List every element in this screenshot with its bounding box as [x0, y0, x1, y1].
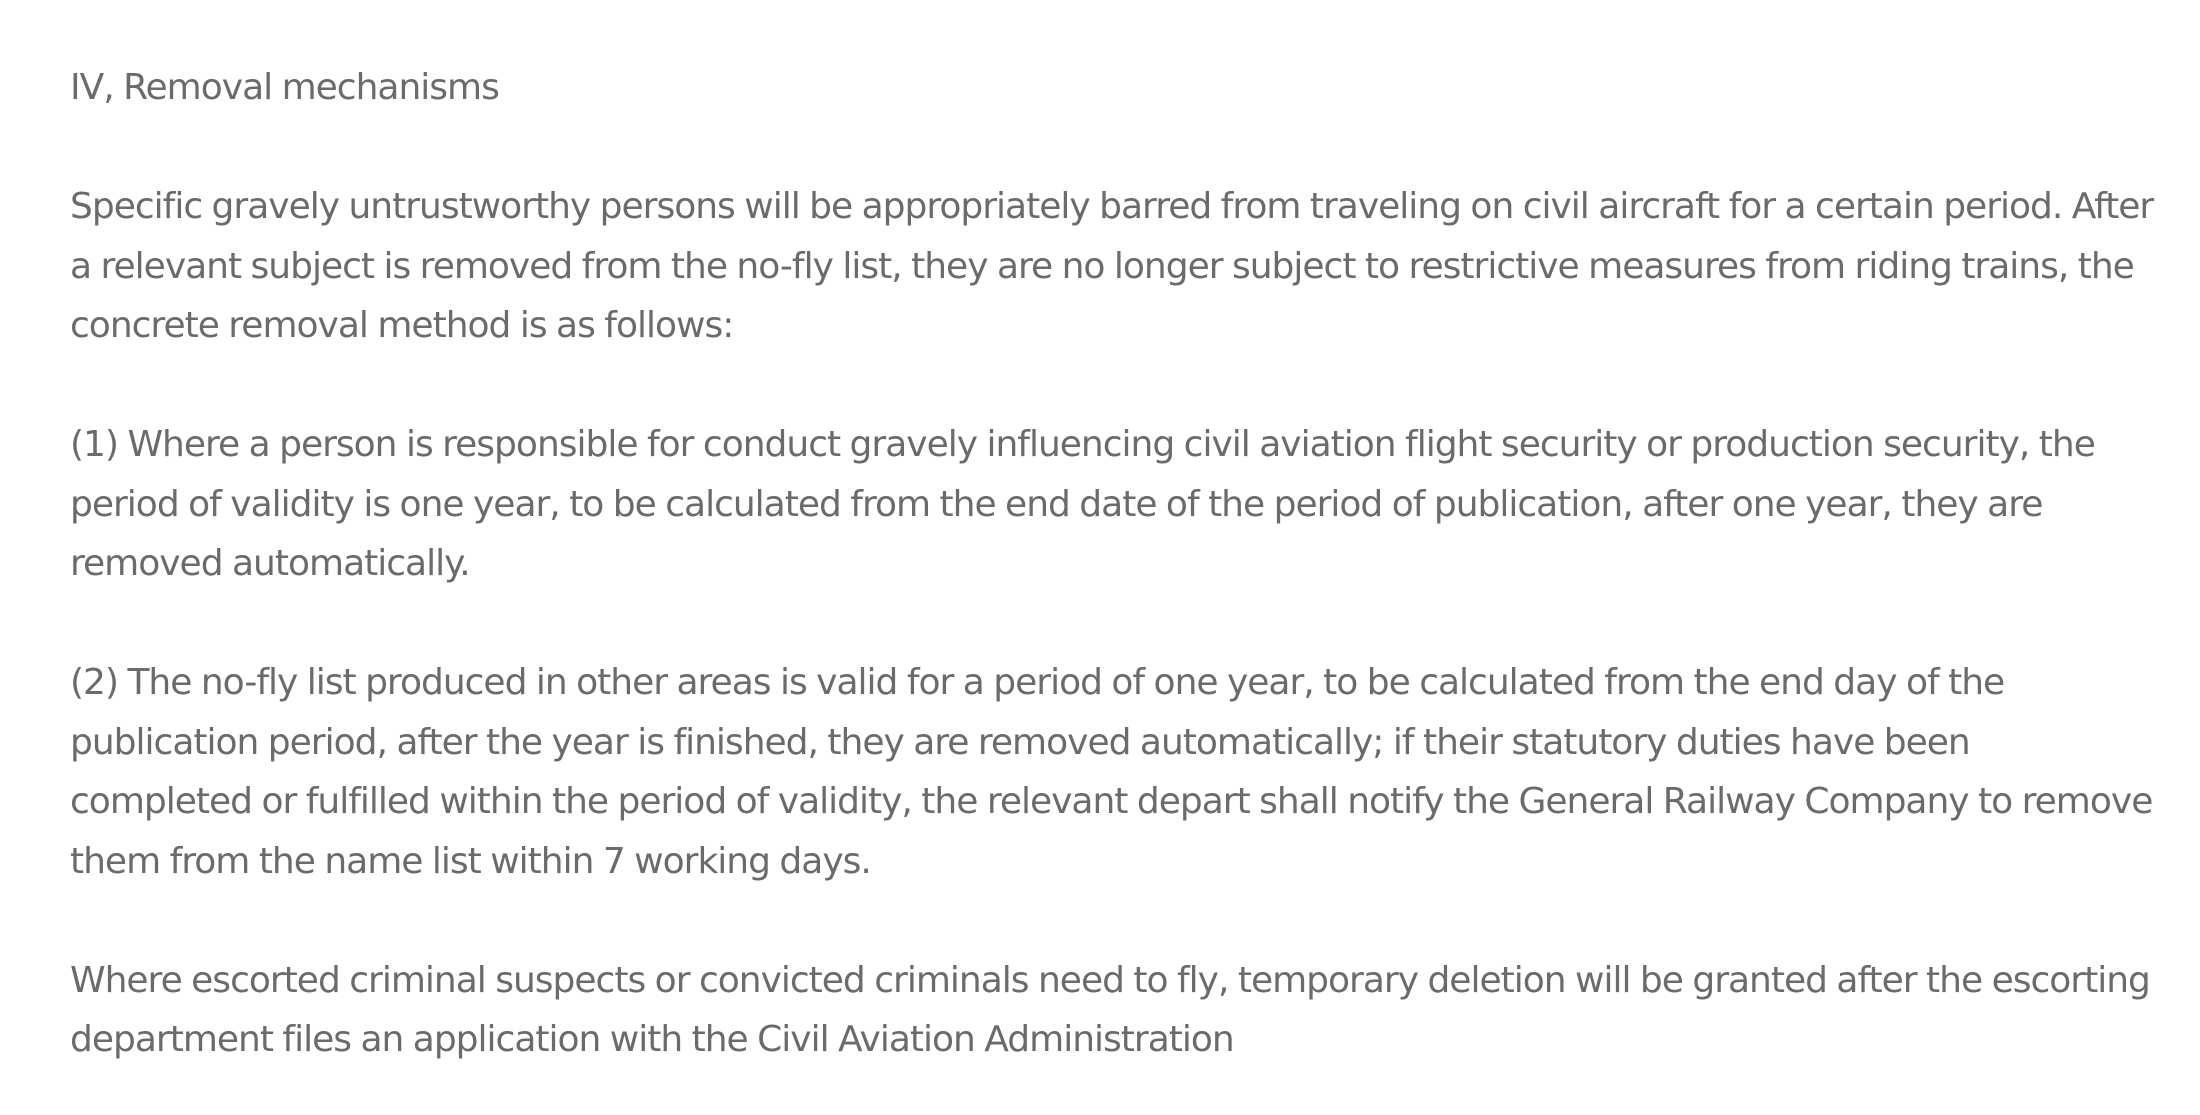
paragraph-item-1: (1) Where a person is responsible for conduct gravely influencing civil aviation flight security or production security, the period of validity is one year, to be calculated from the end date of the period of publication, after one year, they are removed automatically.: [70, 424, 2095, 584]
section-heading: IV, Removal mechanisms: [70, 67, 499, 108]
article-body: [70, 58, 2160, 1070]
paragraph-intro: Specific gravely untrustworthy persons will be appropriately barred from traveling on civil aircraft for a certain period. After a relevant subject is removed from the no-fly list, they are no longer subject to restrictive measures from riding trains, the concrete removal method is as follows:: [70, 186, 2154, 346]
paragraph-item-2: (2) The no-fly list produced in other areas is valid for a period of one year, to be calculated from the end day of the publication period, after the year is finished, they are removed automatically; if their statutory duties have been completed or fulfilled within the period of validity, the relevant depart shall notify the General Railway Company to remove them from the name list within 7 working days.: [70, 662, 2153, 882]
paragraph-escort: Where escorted criminal suspects or convicted criminals need to fly, temporary deletion will be granted after the escorting department files an application with the Civil Aviation Administration: [70, 959, 2150, 1060]
